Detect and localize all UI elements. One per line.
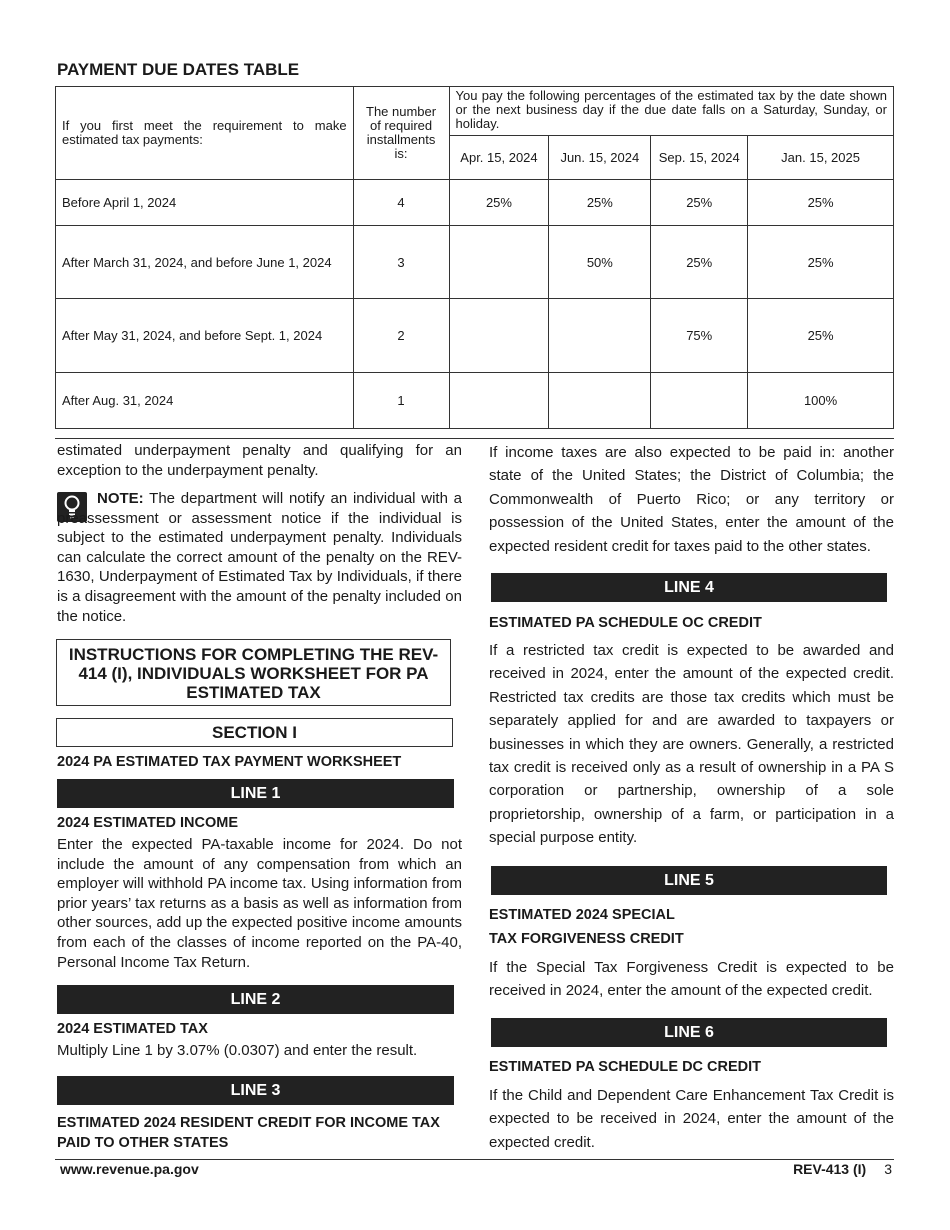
worksheet-title: 2024 PA ESTIMATED TAX PAYMENT WORKSHEET bbox=[57, 754, 402, 770]
footer-form-page bbox=[793, 1161, 892, 1177]
table-row bbox=[56, 299, 894, 373]
header-installments: The number of required installments is: bbox=[353, 87, 449, 180]
line6-heading: ESTIMATED PA SCHEDULE DC CREDIT bbox=[489, 1059, 762, 1075]
line4-text: If a restricted tax credit is expected to be awarded and received in 2024, enter the amount of the expected credit. Restricted tax credits are those tax credits which must be separately applied for and are awarded to taxpayers or businesses in which they are owners. Generally, a restricted tax credit is received only as a result of ownership in a PA S corporation or partnership, ownership of a sole proprietorship, ownership of a farm, or participation in a special purpose entity. bbox=[489, 642, 894, 847]
section-heading: SECTION I bbox=[56, 718, 453, 747]
header-requirement: If you first meet the requirement to make estimated tax payments: bbox=[56, 87, 354, 180]
line6-text: If the Child and Dependent Care Enhancement Tax Credit is expected to be received in 2024, enter the amount of the expected credit. bbox=[489, 1087, 894, 1151]
line1-bar: LINE 1 bbox=[57, 779, 454, 808]
note-text: The department will notify an individual with a preassessment or assessment notice if the individual is subject to the estimated underpayment penalty. Individuals can calculate the correct amount of the penalty on the REV-1630, Underpayment of Estimated Tax by Individuals, if there is a disagreement with the amount of the penalty included on the notice. bbox=[57, 490, 462, 625]
note-label: NOTE: bbox=[97, 490, 144, 507]
row-percent bbox=[549, 299, 651, 373]
row-label: Before April 1, 2024 bbox=[56, 180, 354, 226]
row-percent: 25% bbox=[449, 180, 549, 226]
footer-divider bbox=[55, 1159, 894, 1160]
row-percent bbox=[449, 226, 549, 299]
line5-heading-1: ESTIMATED 2024 SPECIAL bbox=[489, 907, 675, 923]
row-label: After Aug. 31, 2024 bbox=[56, 373, 354, 429]
line4-bar: LINE 4 bbox=[491, 573, 887, 602]
row-percent bbox=[449, 373, 549, 429]
header-date: Sep. 15, 2024 bbox=[651, 136, 748, 180]
row-percent: 25% bbox=[651, 226, 748, 299]
row-percent: 50% bbox=[549, 226, 651, 299]
line1-text: Enter the expected PA-taxable income for 2024. Do not include the amount of any compensation from which an employer will withhold PA income tax. Using information from prior years’ tax returns as a basis as well as information from other sources, add up the expected positive income amounts from each of the classes of income reported on the PA-40, Personal Income Tax Return. bbox=[57, 836, 462, 971]
note-paragraph bbox=[57, 489, 462, 626]
line3-heading: ESTIMATED 2024 RESIDENT CREDIT FOR INCOME TAX PAID TO OTHER STATES bbox=[57, 1115, 440, 1151]
table-title: PAYMENT DUE DATES TABLE bbox=[57, 60, 300, 79]
footer-url[interactable]: www.revenue.pa.gov bbox=[60, 1161, 199, 1177]
row-percent: 25% bbox=[748, 299, 894, 373]
footer-form: REV-413 (I) bbox=[793, 1161, 867, 1177]
line1-heading: 2024 ESTIMATED INCOME bbox=[57, 815, 239, 831]
header-date: Apr. 15, 2024 bbox=[449, 136, 549, 180]
table-row bbox=[56, 226, 894, 299]
table-row bbox=[56, 373, 894, 429]
line4-heading: ESTIMATED PA SCHEDULE OC CREDIT bbox=[489, 615, 762, 631]
header-date: Jun. 15, 2024 bbox=[549, 136, 651, 180]
row-percent: 75% bbox=[651, 299, 748, 373]
line5-text: If the Special Tax Forgiveness Credit is expected to be received in 2024, enter the amount of the expected credit. bbox=[489, 959, 894, 1000]
payment-due-dates-table bbox=[55, 86, 894, 429]
instructions-box: INSTRUCTIONS FOR COMPLETING THE REV-414 (I), INDIVIDUALS WORKSHEET FOR PA ESTIMATED TAX bbox=[56, 639, 451, 706]
row-percent: 100% bbox=[748, 373, 894, 429]
line2-bar: LINE 2 bbox=[57, 985, 454, 1014]
row-percent bbox=[449, 299, 549, 373]
row-percent: 25% bbox=[651, 180, 748, 226]
row-installments: 1 bbox=[353, 373, 449, 429]
row-installments: 4 bbox=[353, 180, 449, 226]
row-installments: 2 bbox=[353, 299, 449, 373]
row-percent: 25% bbox=[549, 180, 651, 226]
header-percentages: You pay the following percentages of the estimated tax by the date shown or the next business day if the due date falls on a Saturday, Sunday, or holiday. bbox=[449, 87, 893, 136]
row-percent: 25% bbox=[748, 226, 894, 299]
line6-bar: LINE 6 bbox=[491, 1018, 887, 1047]
table-row bbox=[56, 180, 894, 226]
divider bbox=[55, 438, 894, 439]
row-installments: 3 bbox=[353, 226, 449, 299]
right-intro: If income taxes are also expected to be paid in: another state of the United States; the District of Columbia; the Commonwealth of Puerto Rico; or any territory or possession of the United States, enter the amount of the expected resident credit for taxes paid to the other states. bbox=[489, 444, 894, 555]
row-label: After May 31, 2024, and before Sept. 1, 2024 bbox=[56, 299, 354, 373]
line5-bar: LINE 5 bbox=[491, 866, 887, 895]
row-percent bbox=[651, 373, 748, 429]
row-percent bbox=[549, 373, 651, 429]
page-number: 3 bbox=[884, 1161, 892, 1177]
header-date: Jan. 15, 2025 bbox=[748, 136, 894, 180]
line3-bar: LINE 3 bbox=[57, 1076, 454, 1105]
row-percent: 25% bbox=[748, 180, 894, 226]
line2-text: Multiply Line 1 by 3.07% (0.0307) and enter the result. bbox=[57, 1042, 418, 1059]
left-intro: estimated underpayment penalty and qualifying for an exception to the underpayment penalty. bbox=[57, 442, 462, 479]
line2-heading: 2024 ESTIMATED TAX bbox=[57, 1021, 208, 1037]
row-label: After March 31, 2024, and before June 1, 2024 bbox=[56, 226, 354, 299]
line5-heading-2: TAX FORGIVENESS CREDIT bbox=[489, 931, 684, 947]
